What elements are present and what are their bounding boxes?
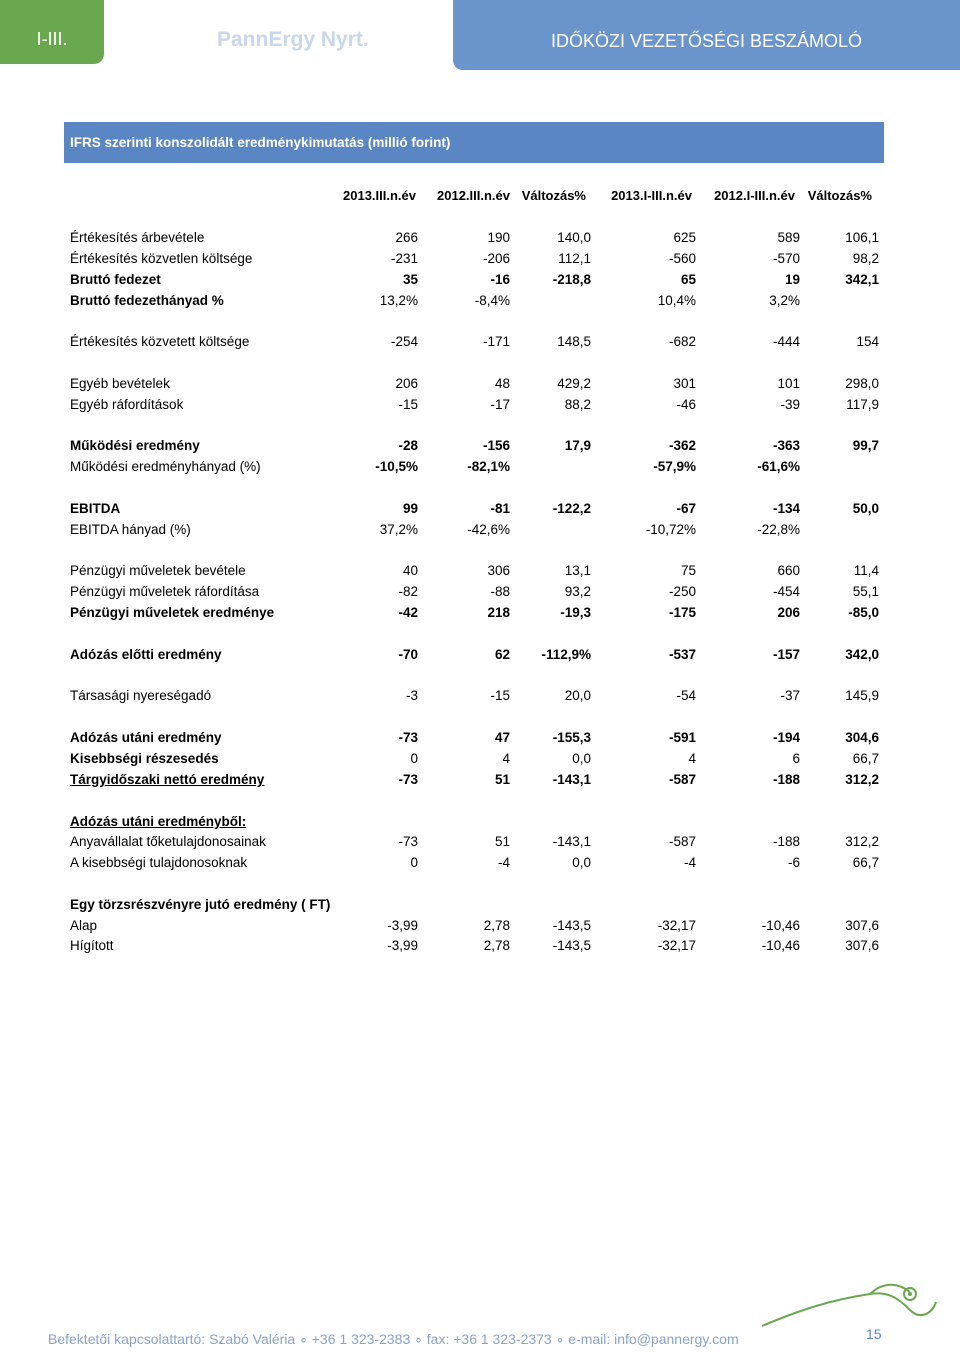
table-title-banner: IFRS szerinti konszolidált eredménykimutatás (millió forint) — [64, 122, 884, 163]
row-value: -188 — [772, 772, 800, 787]
row-value: 13,2% — [379, 293, 418, 308]
table-row — [0, 374, 960, 394]
row-value: -155,3 — [552, 730, 591, 745]
table-row — [0, 728, 960, 748]
row-value: 19 — [784, 272, 800, 287]
row-value: 6 — [792, 751, 800, 766]
row-value: -537 — [668, 647, 696, 662]
row-value: -363 — [772, 438, 800, 453]
table-row — [0, 832, 960, 852]
row-value: -10,72% — [645, 522, 696, 537]
table-row — [0, 812, 960, 832]
table-row — [0, 770, 960, 790]
table-row — [0, 270, 960, 290]
row-value: -70 — [398, 647, 418, 662]
row-value: 13,1 — [564, 563, 591, 578]
table-row — [0, 332, 960, 352]
row-value: 88,2 — [564, 397, 591, 412]
row-label: Kisebbségi részesedés — [70, 751, 219, 766]
row-value: 11,4 — [853, 563, 879, 578]
table-row — [0, 561, 960, 581]
row-value: -112,9% — [541, 647, 591, 662]
row-value: 148,5 — [557, 334, 591, 349]
row-label: Bruttó fedezethányad % — [70, 293, 224, 308]
row-value: 37,2% — [379, 522, 418, 537]
row-value: -57,9% — [653, 459, 696, 474]
row-value: -32,17 — [657, 938, 696, 953]
table-row — [0, 499, 960, 519]
row-value: 190 — [487, 230, 510, 245]
row-value: -444 — [772, 334, 800, 349]
row-value: 0 — [410, 751, 418, 766]
row-value: 589 — [777, 230, 800, 245]
row-value: -32,17 — [657, 918, 696, 933]
row-value: 0 — [410, 855, 418, 870]
row-value: 625 — [673, 230, 696, 245]
table-row — [0, 645, 960, 665]
row-value: 306 — [487, 563, 510, 578]
column-header: 2013.I-III.n.év — [611, 188, 692, 203]
company-title: PannErgy Nyrt. — [217, 28, 369, 51]
table-row — [0, 436, 960, 456]
column-header: 2013.III.n.év — [343, 188, 416, 203]
row-value: 660 — [777, 563, 800, 578]
row-value: 99 — [402, 501, 418, 516]
table-row — [0, 228, 960, 248]
row-label: Működési eredményhányad (%) — [70, 459, 261, 474]
row-value: -8,4% — [474, 293, 510, 308]
column-header: Változás% — [521, 188, 586, 203]
row-value: -4 — [683, 855, 696, 870]
row-value: -17 — [490, 397, 510, 412]
table-row — [0, 749, 960, 769]
row-value: -67 — [676, 501, 696, 516]
row-value: -157 — [772, 647, 800, 662]
row-value: 40 — [402, 563, 418, 578]
row-value: 3,2% — [769, 293, 800, 308]
row-label: Értékesítés közvetlen költsége — [70, 251, 253, 266]
row-value: 342,1 — [845, 272, 879, 287]
table-row — [0, 457, 960, 477]
row-value: -156 — [482, 438, 510, 453]
row-label: Működési eredmény — [70, 438, 200, 453]
table-row — [0, 291, 960, 311]
row-value: -82 — [398, 584, 418, 599]
row-value: -16 — [490, 272, 510, 287]
column-header: 2012.III.n.év — [437, 188, 510, 203]
row-value: 47 — [494, 730, 510, 745]
row-value: -6 — [787, 855, 800, 870]
row-value: 51 — [494, 772, 510, 787]
row-label: Tárgyidőszaki nettó eredmény — [70, 772, 265, 787]
row-label: Egyéb bevételek — [70, 376, 170, 391]
row-value: -19,3 — [560, 605, 591, 620]
row-value: 154 — [856, 334, 879, 349]
row-value: -254 — [390, 334, 418, 349]
table-row — [0, 686, 960, 706]
row-value: 66,7 — [852, 751, 879, 766]
row-value: 342,0 — [845, 647, 879, 662]
page-number: 15 — [866, 1326, 882, 1342]
table-row — [0, 853, 960, 873]
row-value: -88 — [490, 584, 510, 599]
row-value: -15 — [490, 688, 510, 703]
row-value: 206 — [395, 376, 418, 391]
row-value: -39 — [780, 397, 800, 412]
table-row — [0, 603, 960, 623]
row-value: -22,8% — [757, 522, 800, 537]
row-value: 66,7 — [852, 855, 879, 870]
row-value: -143,1 — [552, 772, 591, 787]
row-value: -206 — [482, 251, 510, 266]
row-value: 17,9 — [564, 438, 591, 453]
row-label: EBITDA — [70, 501, 121, 516]
column-header: 2012.I-III.n.év — [714, 188, 795, 203]
row-value: -73 — [398, 834, 418, 849]
row-value: 307,6 — [845, 918, 879, 933]
row-value: 312,2 — [845, 834, 879, 849]
row-value: -3 — [405, 688, 418, 703]
row-value: -250 — [668, 584, 696, 599]
row-value: -61,6% — [757, 459, 800, 474]
row-label: Pénzügyi műveletek eredménye — [70, 605, 275, 620]
row-value: -231 — [390, 251, 418, 266]
row-value: -134 — [772, 501, 800, 516]
row-value: 106,1 — [845, 230, 879, 245]
row-label: Pénzügyi műveletek bevétele — [70, 563, 246, 578]
table-row — [0, 916, 960, 936]
row-value: 266 — [395, 230, 418, 245]
row-value: -10,46 — [761, 938, 800, 953]
row-value: 4 — [688, 751, 696, 766]
row-label: Értékesítés közvetett költsége — [70, 334, 250, 349]
row-value: 101 — [777, 376, 800, 391]
row-value: 4 — [502, 751, 510, 766]
row-value: -73 — [398, 772, 418, 787]
row-value: 140,0 — [557, 230, 591, 245]
row-value: -175 — [668, 605, 696, 620]
row-value: -171 — [482, 334, 510, 349]
row-value: 206 — [777, 605, 800, 620]
row-value: 218 — [487, 605, 510, 620]
row-value: 75 — [680, 563, 696, 578]
row-label: Értékesítés árbevétele — [70, 230, 205, 245]
row-value: 117,9 — [846, 397, 879, 412]
decorative-swirl-icon — [760, 1270, 940, 1330]
row-value: 98,2 — [852, 251, 879, 266]
row-label: Alap — [70, 918, 98, 933]
row-value: -143,1 — [552, 834, 591, 849]
row-value: 35 — [402, 272, 418, 287]
row-value: 429,2 — [557, 376, 591, 391]
row-label: EBITDA hányad (%) — [70, 522, 191, 537]
row-value: -10,46 — [761, 918, 800, 933]
row-value: -73 — [398, 730, 418, 745]
table-row — [0, 520, 960, 540]
row-label: Bruttó fedezet — [70, 272, 161, 287]
row-value: -82,1% — [467, 459, 510, 474]
row-value: -591 — [668, 730, 696, 745]
row-value: -143,5 — [552, 918, 591, 933]
row-value: 65 — [680, 272, 696, 287]
row-value: -28 — [398, 438, 418, 453]
row-value: 50,0 — [852, 501, 879, 516]
row-value: 2,78 — [483, 938, 510, 953]
row-label: Adózás előtti eredmény — [70, 647, 222, 662]
period-tab: I-III. — [0, 0, 104, 64]
row-value: -4 — [497, 855, 510, 870]
row-value: -587 — [668, 834, 696, 849]
row-value: 51 — [494, 834, 510, 849]
row-label: Társasági nyereségadó — [70, 688, 212, 703]
row-value: 0,0 — [572, 751, 591, 766]
column-header: Változás% — [807, 188, 872, 203]
row-value: -188 — [772, 834, 800, 849]
row-value: -362 — [668, 438, 696, 453]
row-value: 307,6 — [845, 938, 879, 953]
row-value: 55,1 — [852, 584, 879, 599]
row-label: Egy törzsrészvényre jutó eredmény ( FT) — [70, 897, 331, 912]
row-label: Pénzügyi műveletek ráfordítása — [70, 584, 260, 599]
row-value: 145,9 — [845, 688, 879, 703]
row-value: -10,5% — [375, 459, 418, 474]
row-value: 298,0 — [845, 376, 879, 391]
row-value: -15 — [398, 397, 418, 412]
table-row — [0, 249, 960, 269]
row-value: -682 — [668, 334, 696, 349]
row-label: Adózás utáni eredmény — [70, 730, 222, 745]
footer-contact: Befektetői kapcsolattartó: Szabó Valéria ∘ +36 1 323-2383 ∘ fax: +36 1 323-2373 ∘ e-mail: info@pannergy.com — [48, 1331, 739, 1347]
row-value: -194 — [772, 730, 800, 745]
row-value: -54 — [676, 688, 696, 703]
row-value: -42 — [398, 605, 418, 620]
row-value: -560 — [668, 251, 696, 266]
report-title-tab: IDŐKÖZI VEZETŐSÉGI BESZÁMOLÓ — [453, 0, 960, 70]
row-value: 112,1 — [558, 251, 591, 266]
row-value: -454 — [772, 584, 800, 599]
row-value: -46 — [676, 397, 696, 412]
table-row — [0, 895, 960, 915]
row-value: -42,6% — [467, 522, 510, 537]
row-value: 93,2 — [564, 584, 591, 599]
row-label: A kisebbségi tulajdonosoknak — [70, 855, 248, 870]
row-value: -81 — [490, 501, 510, 516]
row-value: 62 — [494, 647, 510, 662]
row-value: -587 — [668, 772, 696, 787]
table-row — [0, 395, 960, 415]
row-label: Adózás utáni eredményből: — [70, 814, 247, 829]
row-value: -218,8 — [552, 272, 591, 287]
row-label: Hígított — [70, 938, 114, 953]
row-value: -37 — [780, 688, 800, 703]
row-value: 20,0 — [564, 688, 591, 703]
row-label: Anyavállalat tőketulajdonosainak — [70, 834, 266, 849]
row-value: 10,4% — [657, 293, 696, 308]
row-value: 2,78 — [483, 918, 510, 933]
row-label: Egyéb ráfordítások — [70, 397, 184, 412]
row-value: 99,7 — [852, 438, 879, 453]
row-value: -3,99 — [387, 938, 418, 953]
row-value: -3,99 — [387, 918, 418, 933]
row-value: 301 — [673, 376, 696, 391]
row-value: -570 — [772, 251, 800, 266]
row-value: -143,5 — [552, 938, 591, 953]
table-row — [0, 582, 960, 602]
table-row — [0, 936, 960, 956]
row-value: 312,2 — [845, 772, 879, 787]
row-value: 304,6 — [845, 730, 879, 745]
row-value: 48 — [494, 376, 510, 391]
row-value: -122,2 — [552, 501, 591, 516]
row-value: -85,0 — [848, 605, 879, 620]
row-value: 0,0 — [572, 855, 591, 870]
